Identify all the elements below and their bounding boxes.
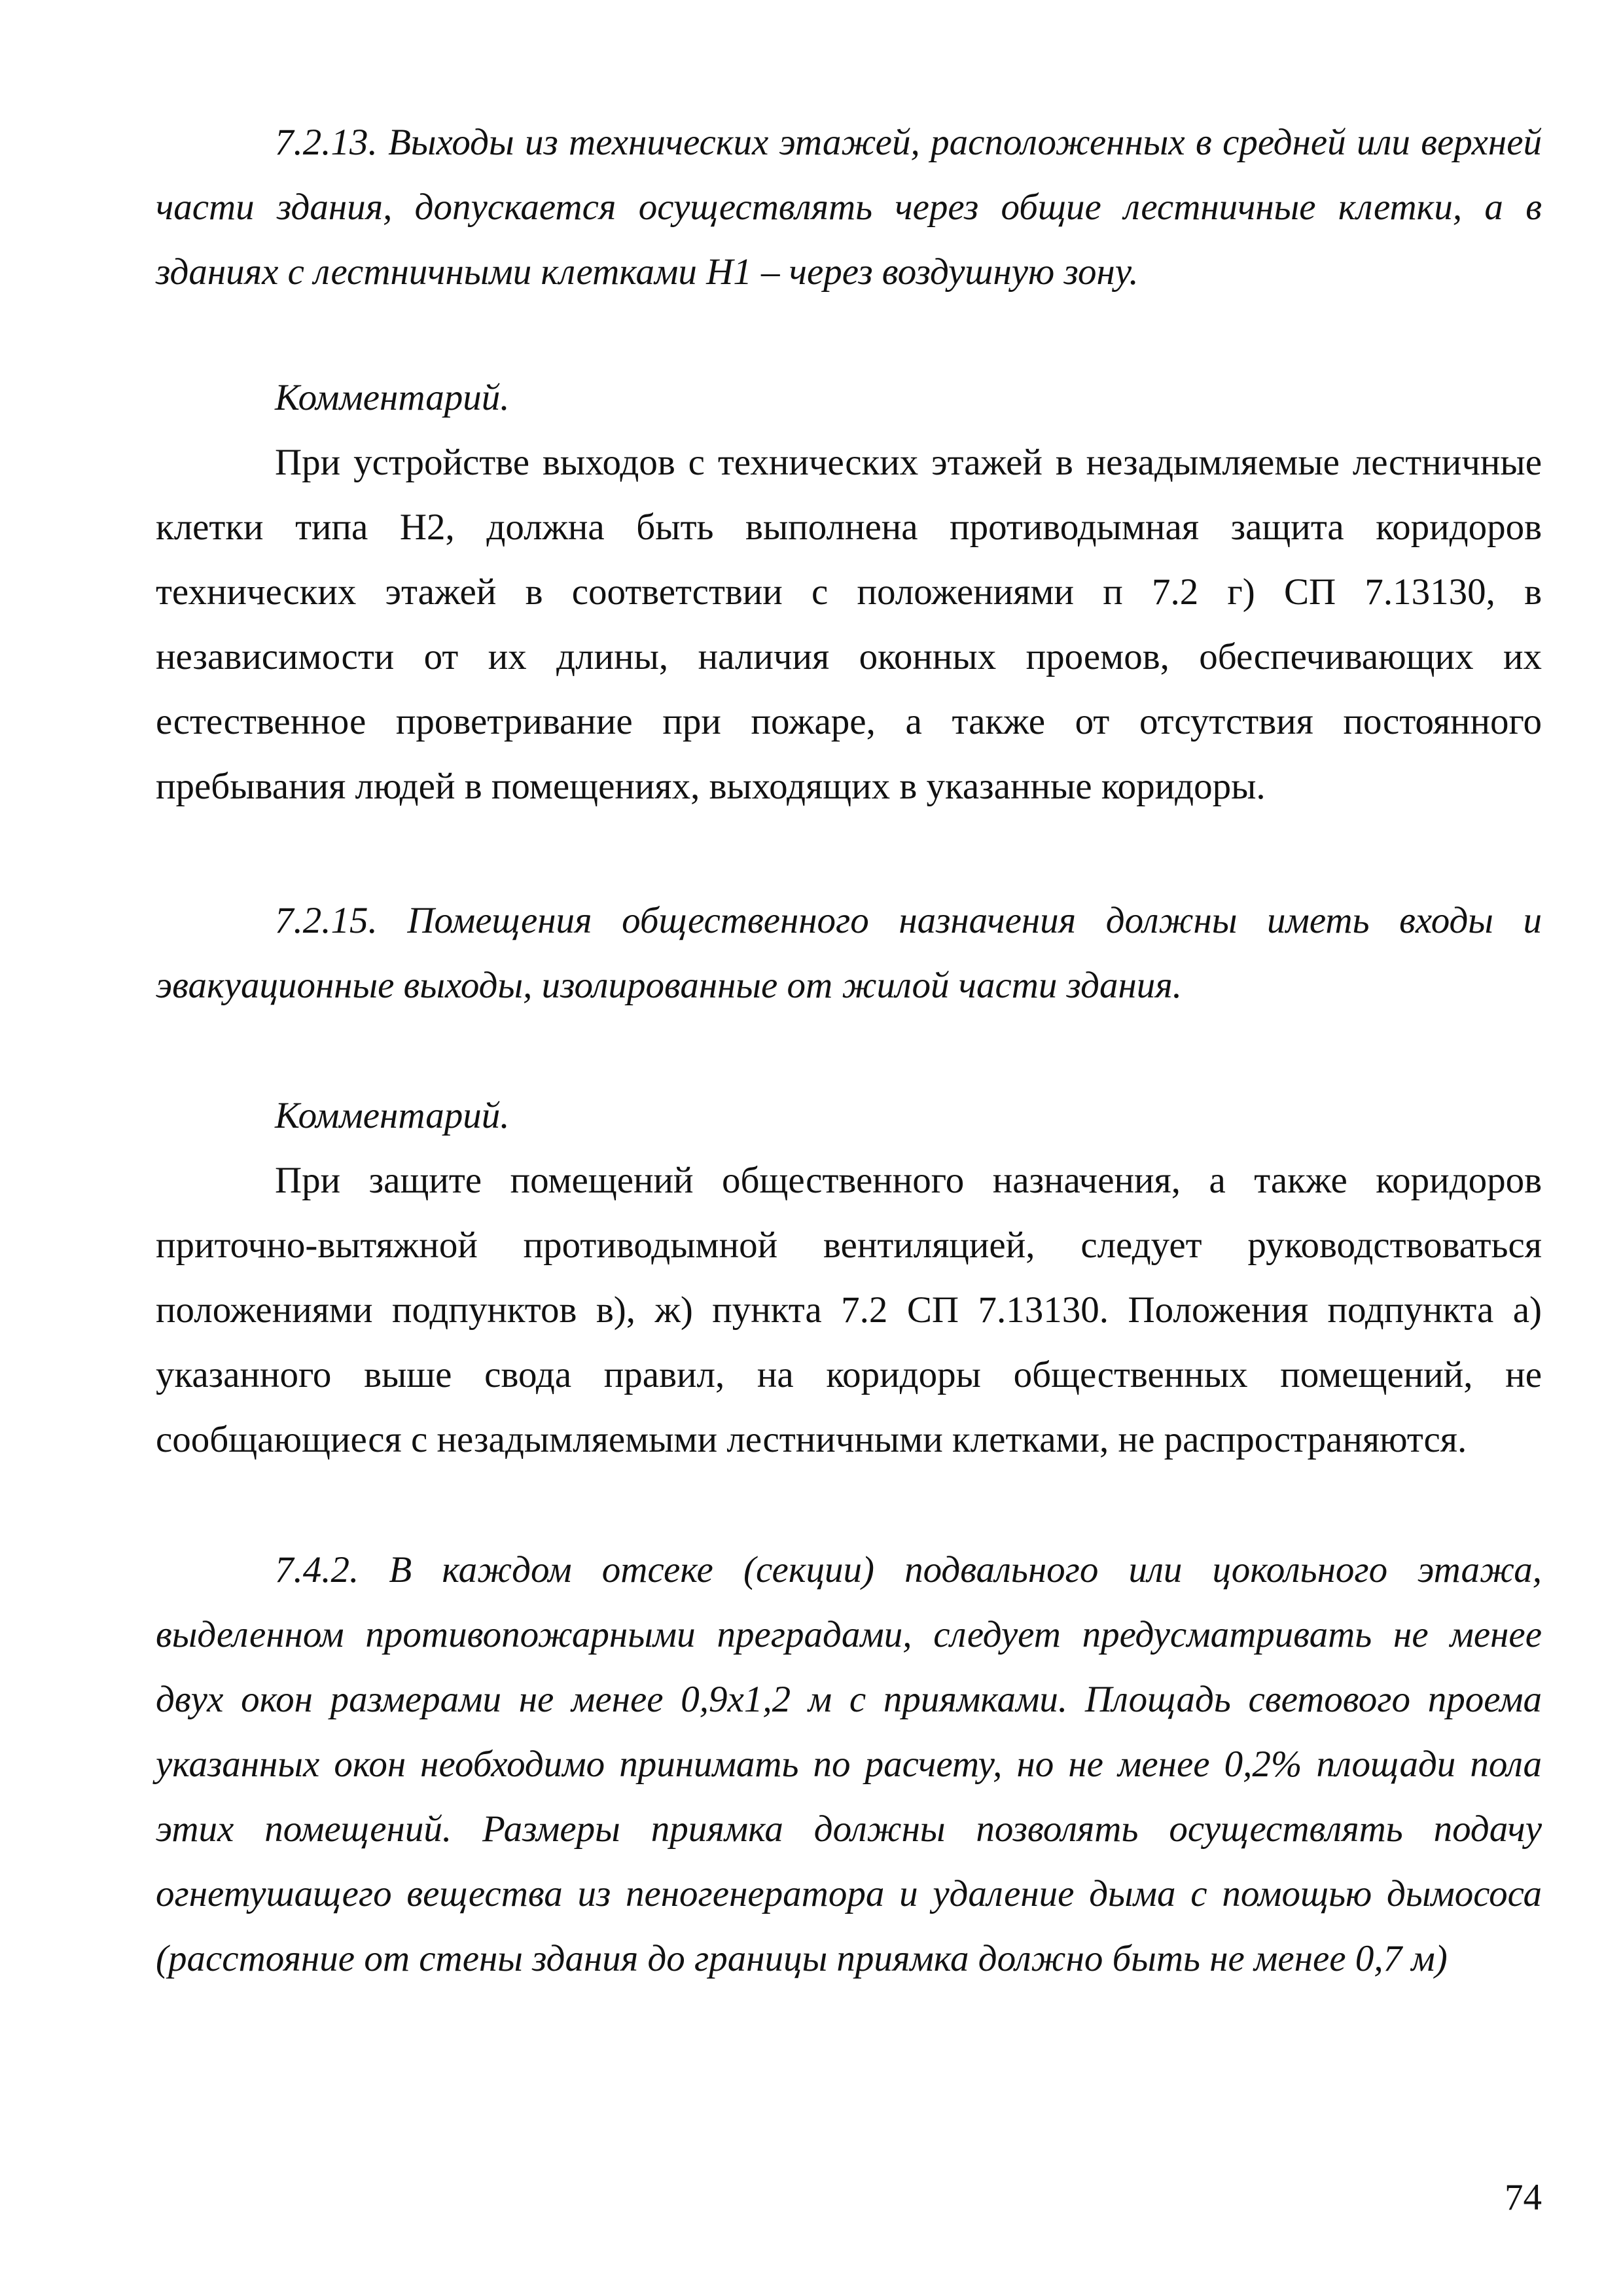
comment-label-1: Комментарий. <box>275 377 510 418</box>
clause-7-4-2: 7.4.2. В каждом отсеке (секции) подвального или цокольного этажа, выделенном противопожарными преградами, следует предусматривать не менее двух окон размерами не менее 0,9х1,2 м с приямками. Площадь светового проема указанных окон необходимо принимать по расчету, но не менее 0,2% площади пола этих помещений. Размеры приямка должны позволять осуществлять подачу огнетушащего вещества из пеногенератора и удаление дыма с помощью дымососа (расстояние от стены здания до границы приямка должно быть не менее 0,7 м) <box>156 1549 1542 1979</box>
comment-text-1: При устройстве выходов с технических этажей в незадымляемые лестничные клетки типа Н2, должна быть выполнена противодымная защита коридоров технических этажей в соответствии с положениями п 7.2 г) СП 7.13130, в независимости от их длины, наличия оконных проемов, обеспечивающих их естественное проветривание при пожаре, а также от отсутствия постоянного пребывания людей в помещениях, выходящих в указанные коридоры. <box>156 442 1542 807</box>
clause-7-2-15: 7.2.15. Помещения общественного назначения должны иметь входы и эвакуационные выходы, изолированные от жилой части здания. <box>156 900 1542 1006</box>
page-number: 74 <box>1505 2177 1542 2218</box>
comment-label-2: Комментарий. <box>275 1095 510 1136</box>
comment-text-2: При защите помещений общественного назначения, а также коридоров приточно-вытяжной противодымной вентиляцией, следует руководствоваться положениями подпунктов в), ж) пункта 7.2 СП 7.13130. Положения подпункта а) указанного выше свода правил, на коридоры общественных помещений, не сообщающиеся с незадымляемыми лестничными клетками, не распространяются. <box>156 1160 1542 1460</box>
clause-7-2-13: 7.2.13. Выходы из технических этажей, расположенных в средней или верхней части здания, допускается осуществлять через общие лестничные клетки, а в зданиях с лестничными клетками Н1 – через воздушную зону. <box>156 122 1542 293</box>
